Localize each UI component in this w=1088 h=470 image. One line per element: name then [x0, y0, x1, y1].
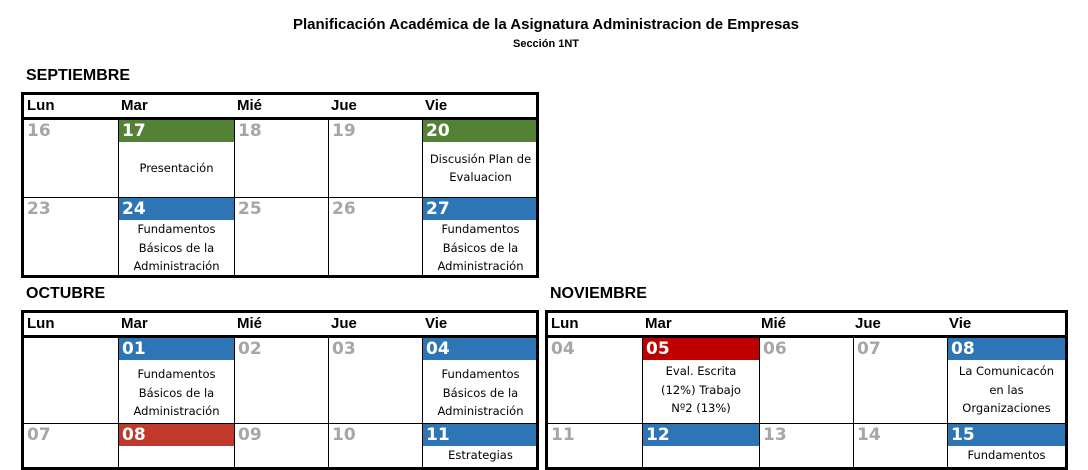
day-number — [24, 338, 118, 360]
day-number: 09 — [238, 425, 262, 445]
day-cell — [328, 197, 422, 278]
day-number: 03 — [332, 339, 356, 359]
day-number: 20 — [423, 120, 538, 142]
day-number: 18 — [238, 121, 262, 141]
weekday-header — [548, 313, 1065, 338]
day-cell — [853, 423, 947, 470]
day-cell-active — [947, 338, 1065, 423]
event-text: Discusión Plan de Evaluacion — [429, 151, 532, 184]
weekday-lun: Lun — [551, 315, 579, 332]
day-cell — [234, 120, 328, 197]
day-number: 08 — [948, 338, 1065, 360]
event-text: Fundamentos Básicos de la Administración — [133, 367, 220, 418]
day-cell-active — [118, 338, 234, 423]
weekday-header — [24, 313, 536, 338]
day-cell-active — [422, 197, 538, 278]
day-cell — [548, 338, 642, 423]
event-text: Presentación — [139, 160, 214, 175]
calendar-septiembre — [21, 92, 539, 278]
day-cell-active — [422, 120, 538, 197]
day-cell-active — [118, 423, 234, 470]
event-text: Fundamentos Básicos de la Administración — [437, 222, 524, 273]
weekday-lun: Lun — [27, 97, 55, 114]
day-number: 04 — [423, 338, 538, 360]
day-cell — [759, 338, 853, 423]
event-text: Fundamentos Básicos de la Administración — [133, 222, 220, 273]
day-cell — [234, 423, 328, 470]
weekday-mie: Mié — [237, 97, 263, 114]
day-number: 12 — [643, 424, 759, 446]
day-number: 14 — [857, 425, 881, 445]
weekday-mar: Mar — [121, 97, 148, 114]
day-number: 26 — [332, 199, 356, 219]
day-number: 27 — [423, 198, 538, 220]
day-number: 05 — [643, 338, 759, 360]
event-text: Fundamentos — [967, 448, 1046, 462]
day-number: 11 — [423, 424, 538, 446]
day-cell — [24, 423, 118, 470]
day-number: 10 — [332, 425, 356, 445]
day-cell — [234, 338, 328, 423]
day-cell — [24, 120, 118, 197]
day-number: 04 — [551, 339, 575, 359]
day-cell — [853, 338, 947, 423]
day-cell-active — [422, 423, 538, 470]
day-cell-empty — [24, 338, 118, 423]
day-cell-active — [947, 423, 1065, 470]
day-cell — [328, 120, 422, 197]
day-cell-active — [642, 338, 759, 423]
day-cell — [24, 197, 118, 278]
day-cell-active — [118, 120, 234, 197]
day-number: 24 — [119, 198, 234, 220]
page-title: Planificación Académica de la Asignatura Administracion de Empresas — [292, 16, 799, 33]
event-text: Eval. Escrita (12%) Trabajo Nº2 (13%) — [661, 364, 741, 416]
weekday-mar: Mar — [645, 315, 672, 332]
weekday-vie: Vie — [949, 315, 972, 332]
day-number: 07 — [857, 339, 881, 359]
weekday-vie: Vie — [425, 97, 448, 114]
day-cell-active — [118, 197, 234, 278]
month-title-octubre: OCTUBRE — [26, 285, 106, 302]
weekday-mie: Mié — [761, 315, 787, 332]
day-number: 16 — [27, 121, 51, 141]
day-number: 02 — [238, 339, 262, 359]
day-cell-active — [642, 423, 759, 470]
day-cell — [234, 197, 328, 278]
weekday-jue: Jue — [855, 315, 881, 332]
day-number: 15 — [948, 424, 1065, 446]
day-number: 13 — [763, 425, 787, 445]
day-cell — [328, 423, 422, 470]
weekday-vie: Vie — [425, 315, 448, 332]
day-cell — [548, 423, 642, 470]
weekday-header — [24, 95, 536, 120]
month-title-noviembre: NOVIEMBRE — [550, 285, 647, 302]
day-cell — [328, 338, 422, 423]
weekday-jue: Jue — [331, 97, 357, 114]
day-cell-active — [422, 338, 538, 423]
section-subtitle: Sección 1NT — [512, 38, 580, 50]
event-text: Estrategias — [448, 448, 513, 462]
day-number: 11 — [551, 425, 575, 445]
event-text: La Comunicacón en las Organizaciones — [958, 364, 1055, 416]
day-number: 25 — [238, 199, 262, 219]
weekday-jue: Jue — [331, 315, 357, 332]
day-number: 19 — [332, 121, 356, 141]
weekday-mie: Mié — [237, 315, 263, 332]
day-number: 06 — [763, 339, 787, 359]
month-title-septiembre: SEPTIEMBRE — [26, 67, 131, 84]
weekday-mar: Mar — [121, 315, 148, 332]
calendar-octubre — [21, 310, 539, 470]
event-text: Fundamentos Básicos de la Administración — [437, 367, 524, 418]
day-number: 07 — [27, 425, 51, 445]
day-number: 01 — [119, 338, 234, 360]
day-number: 08 — [119, 424, 234, 446]
day-number: 17 — [119, 120, 234, 142]
calendar-noviembre — [545, 310, 1068, 470]
day-cell — [759, 423, 853, 470]
weekday-lun: Lun — [27, 315, 55, 332]
day-number: 23 — [27, 199, 51, 219]
